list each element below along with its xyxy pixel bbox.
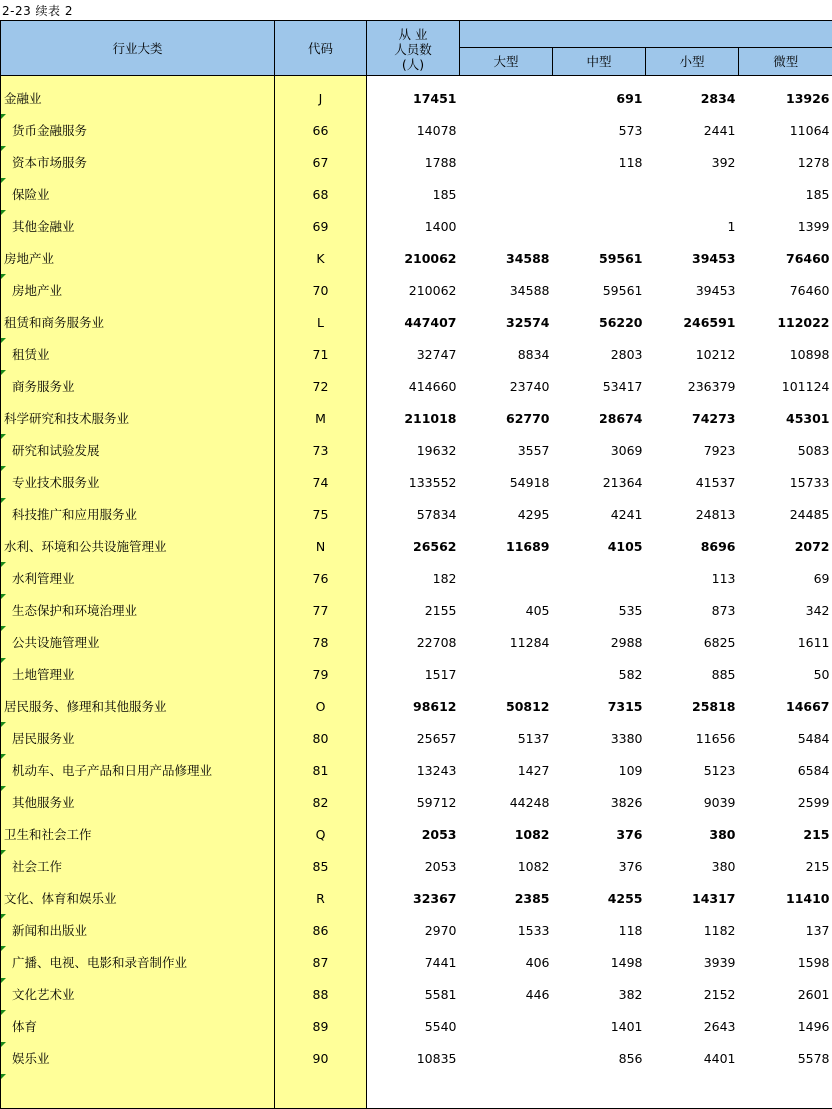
table-body: [1, 76, 832, 1109]
cell-name: 租赁和商务服务业: [1, 306, 275, 338]
table-row-section: [1, 818, 832, 850]
cell-total: 1400: [367, 210, 460, 242]
cell-small: 1: [646, 210, 739, 242]
cell-code: Q: [275, 818, 367, 850]
cell-total: 26562: [367, 530, 460, 562]
header-code: 代码: [275, 21, 367, 76]
cell-small: 41537: [646, 466, 739, 498]
cell-small: 24813: [646, 498, 739, 530]
cell-large: [460, 178, 553, 210]
cell-large: [460, 1010, 553, 1042]
cell-large: 34588: [460, 274, 553, 306]
cell-small: 392: [646, 146, 739, 178]
cell-large: [460, 1042, 553, 1074]
cell-code: 85: [275, 850, 367, 882]
table-row-section: [1, 882, 832, 914]
table-row: [1, 1010, 832, 1042]
cell-small: 2834: [646, 76, 739, 115]
cell-code: 82: [275, 786, 367, 818]
cell-small: 10212: [646, 338, 739, 370]
cell-large: 446: [460, 978, 553, 1010]
cell-medium: 56220: [553, 306, 646, 338]
cell-micro: 5578: [739, 1042, 832, 1074]
cell-total: 25657: [367, 722, 460, 754]
cell-total: 98612: [367, 690, 460, 722]
cell-total: 5540: [367, 1010, 460, 1042]
header-medium: 中型: [553, 48, 646, 76]
cell-total: 447407: [367, 306, 460, 338]
cell-medium: 4241: [553, 498, 646, 530]
cell-name: 商务服务业: [1, 370, 275, 402]
cell-micro: 45301: [739, 402, 832, 434]
cell-code: 77: [275, 594, 367, 626]
cell-total: 32747: [367, 338, 460, 370]
cell-empty: [553, 1074, 646, 1109]
cell-medium: 3826: [553, 786, 646, 818]
table-row-section: [1, 690, 832, 722]
cell-medium: 3380: [553, 722, 646, 754]
table-row: [1, 786, 832, 818]
cell-total: 2053: [367, 850, 460, 882]
cell-small: 380: [646, 850, 739, 882]
cell-total: 185: [367, 178, 460, 210]
cell-name: 货币金融服务: [1, 114, 275, 146]
cell-medium: 1498: [553, 946, 646, 978]
cell-total: 5581: [367, 978, 460, 1010]
cell-large: 34588: [460, 242, 553, 274]
header-industry: 行业大类: [1, 21, 275, 76]
cell-medium: 28674: [553, 402, 646, 434]
table-row: [1, 466, 832, 498]
table-row: [1, 594, 832, 626]
cell-small: 246591: [646, 306, 739, 338]
cell-micro: 1598: [739, 946, 832, 978]
cell-medium: [553, 562, 646, 594]
cell-code: L: [275, 306, 367, 338]
cell-small: 74273: [646, 402, 739, 434]
cell-code: K: [275, 242, 367, 274]
cell-large: 44248: [460, 786, 553, 818]
table-header: [1, 21, 832, 76]
table-row-section: [1, 306, 832, 338]
cell-code: N: [275, 530, 367, 562]
cell-large: 1533: [460, 914, 553, 946]
cell-medium: 109: [553, 754, 646, 786]
cell-small: 4401: [646, 1042, 739, 1074]
cell-total: 1517: [367, 658, 460, 690]
cell-medium: 21364: [553, 466, 646, 498]
table-row: [1, 914, 832, 946]
table-row: [1, 754, 832, 786]
cell-total: 211018: [367, 402, 460, 434]
cell-small: 11656: [646, 722, 739, 754]
cell-total: 2053: [367, 818, 460, 850]
table-row: [1, 370, 832, 402]
table-row-section: [1, 76, 832, 115]
cell-total: 2970: [367, 914, 460, 946]
cell-code: O: [275, 690, 367, 722]
cell-micro: 5083: [739, 434, 832, 466]
cell-small: 39453: [646, 274, 739, 306]
cell-medium: 1401: [553, 1010, 646, 1042]
cell-total: 22708: [367, 626, 460, 658]
cell-large: 405: [460, 594, 553, 626]
cell-medium: 4255: [553, 882, 646, 914]
cell-micro: 2072: [739, 530, 832, 562]
cell-name: 文化、体育和娱乐业: [1, 882, 275, 914]
cell-name: 水利管理业: [1, 562, 275, 594]
cell-small: 14317: [646, 882, 739, 914]
cell-micro: 1399: [739, 210, 832, 242]
cell-large: 406: [460, 946, 553, 978]
cell-total: 17451: [367, 76, 460, 115]
header-micro: 微型: [739, 48, 832, 76]
cell-small: 885: [646, 658, 739, 690]
cell-micro: 11410: [739, 882, 832, 914]
cell-large: 50812: [460, 690, 553, 722]
cell-medium: 59561: [553, 242, 646, 274]
cell-code: 73: [275, 434, 367, 466]
cell-micro: 137: [739, 914, 832, 946]
cell-empty: [646, 1074, 739, 1109]
cell-micro: 112022: [739, 306, 832, 338]
cell-medium: 4105: [553, 530, 646, 562]
cell-micro: 215: [739, 850, 832, 882]
cell-medium: 7315: [553, 690, 646, 722]
cell-code: 66: [275, 114, 367, 146]
cell-medium: 376: [553, 850, 646, 882]
cell-name: 新闻和出版业: [1, 914, 275, 946]
cell-name: 社会工作: [1, 850, 275, 882]
cell-large: 8834: [460, 338, 553, 370]
cell-small: 380: [646, 818, 739, 850]
cell-total: 2155: [367, 594, 460, 626]
table-row-section: [1, 402, 832, 434]
cell-medium: 691: [553, 76, 646, 115]
cell-code: 68: [275, 178, 367, 210]
cell-medium: 118: [553, 146, 646, 178]
table-row: [1, 562, 832, 594]
cell-empty: [739, 1074, 832, 1109]
cell-code: 78: [275, 626, 367, 658]
cell-code: 69: [275, 210, 367, 242]
cell-micro: 2601: [739, 978, 832, 1010]
cell-total: 1788: [367, 146, 460, 178]
cell-micro: 2599: [739, 786, 832, 818]
cell-large: [460, 562, 553, 594]
header-large: 大型: [460, 48, 553, 76]
cell-micro: 76460: [739, 242, 832, 274]
cell-code: M: [275, 402, 367, 434]
cell-small: 2441: [646, 114, 739, 146]
cell-name: 其他服务业: [1, 786, 275, 818]
cell-small: 1182: [646, 914, 739, 946]
cell-large: [460, 76, 553, 115]
cell-medium: 856: [553, 1042, 646, 1074]
cell-large: 1427: [460, 754, 553, 786]
cell-total: 19632: [367, 434, 460, 466]
cell-small: 5123: [646, 754, 739, 786]
cell-total: 210062: [367, 242, 460, 274]
cell-name: 土地管理业: [1, 658, 275, 690]
table-row-section: [1, 242, 832, 274]
cell-large: [460, 146, 553, 178]
cell-total: 7441: [367, 946, 460, 978]
cell-code: 90: [275, 1042, 367, 1074]
cell-small: 113: [646, 562, 739, 594]
cell-empty: [1, 1074, 275, 1109]
cell-micro: 24485: [739, 498, 832, 530]
cell-code: J: [275, 76, 367, 115]
statistics-table: [0, 20, 832, 1109]
cell-code: 71: [275, 338, 367, 370]
table-caption: 2-23 续表 2: [2, 2, 73, 20]
table-row: [1, 114, 832, 146]
cell-code: 80: [275, 722, 367, 754]
cell-large: 3557: [460, 434, 553, 466]
cell-micro: 342: [739, 594, 832, 626]
cell-name: 租赁业: [1, 338, 275, 370]
table-row: [1, 274, 832, 306]
header-total-line2: 人员数: [367, 42, 459, 57]
cell-name: 科技推广和应用服务业: [1, 498, 275, 530]
cell-small: 236379: [646, 370, 739, 402]
cell-name: 卫生和社会工作: [1, 818, 275, 850]
cell-medium: 376: [553, 818, 646, 850]
cell-large: [460, 210, 553, 242]
cell-name: 科学研究和技术服务业: [1, 402, 275, 434]
table-row: [1, 850, 832, 882]
cell-name: 生态保护和环境治理业: [1, 594, 275, 626]
cell-large: 4295: [460, 498, 553, 530]
cell-small: 3939: [646, 946, 739, 978]
cell-large: [460, 658, 553, 690]
cell-code: R: [275, 882, 367, 914]
cell-micro: 5484: [739, 722, 832, 754]
cell-small: 6825: [646, 626, 739, 658]
cell-medium: [553, 178, 646, 210]
cell-total: 57834: [367, 498, 460, 530]
cell-micro: 69: [739, 562, 832, 594]
table-row: [1, 210, 832, 242]
cell-micro: 11064: [739, 114, 832, 146]
cell-name: 保险业: [1, 178, 275, 210]
cell-name: 房地产业: [1, 242, 275, 274]
cell-micro: 50: [739, 658, 832, 690]
cell-medium: 582: [553, 658, 646, 690]
cell-code: 86: [275, 914, 367, 946]
cell-name: 金融业: [1, 76, 275, 115]
cell-large: 1082: [460, 850, 553, 882]
cell-medium: 2988: [553, 626, 646, 658]
cell-medium: 573: [553, 114, 646, 146]
table-row: [1, 338, 832, 370]
table-row-section: [1, 530, 832, 562]
cell-small: 25818: [646, 690, 739, 722]
cell-name: 文化艺术业: [1, 978, 275, 1010]
cell-large: 11284: [460, 626, 553, 658]
header-small: 小型: [646, 48, 739, 76]
cell-micro: 14667: [739, 690, 832, 722]
header-total: [367, 21, 460, 76]
cell-micro: 10898: [739, 338, 832, 370]
cell-medium: 118: [553, 914, 646, 946]
cell-large: 5137: [460, 722, 553, 754]
cell-micro: 185: [739, 178, 832, 210]
cell-medium: 382: [553, 978, 646, 1010]
cell-name: 居民服务业: [1, 722, 275, 754]
cell-large: 11689: [460, 530, 553, 562]
cell-micro: 1611: [739, 626, 832, 658]
cell-code: 81: [275, 754, 367, 786]
cell-micro: 101124: [739, 370, 832, 402]
cell-small: 9039: [646, 786, 739, 818]
cell-total: 14078: [367, 114, 460, 146]
cell-name: 公共设施管理业: [1, 626, 275, 658]
cell-total: 13243: [367, 754, 460, 786]
cell-small: 8696: [646, 530, 739, 562]
cell-micro: 1278: [739, 146, 832, 178]
cell-empty: [275, 1074, 367, 1109]
table-row: [1, 498, 832, 530]
cell-total: 59712: [367, 786, 460, 818]
table-row: [1, 178, 832, 210]
cell-small: [646, 178, 739, 210]
cell-code: 76: [275, 562, 367, 594]
cell-large: 2385: [460, 882, 553, 914]
cell-total: 32367: [367, 882, 460, 914]
table-row: [1, 1042, 832, 1074]
cell-micro: 15733: [739, 466, 832, 498]
cell-code: 70: [275, 274, 367, 306]
cell-code: 88: [275, 978, 367, 1010]
cell-micro: 1496: [739, 1010, 832, 1042]
cell-medium: 59561: [553, 274, 646, 306]
cell-name: 研究和试验发展: [1, 434, 275, 466]
cell-name: 水利、环境和公共设施管理业: [1, 530, 275, 562]
cell-code: 67: [275, 146, 367, 178]
table-row: [1, 946, 832, 978]
cell-large: 62770: [460, 402, 553, 434]
table-row: [1, 722, 832, 754]
cell-empty: [460, 1074, 553, 1109]
table-row: [1, 978, 832, 1010]
table-row-empty: [1, 1074, 832, 1109]
table-row: [1, 434, 832, 466]
cell-small: 873: [646, 594, 739, 626]
cell-total: 414660: [367, 370, 460, 402]
cell-small: 2643: [646, 1010, 739, 1042]
cell-medium: 2803: [553, 338, 646, 370]
header-total-line3: (人): [367, 57, 459, 72]
cell-code: 75: [275, 498, 367, 530]
cell-code: 74: [275, 466, 367, 498]
header-total-line1: 从 业: [367, 27, 459, 42]
cell-micro: 215: [739, 818, 832, 850]
cell-name: 资本市场服务: [1, 146, 275, 178]
cell-medium: 3069: [553, 434, 646, 466]
table-row: [1, 658, 832, 690]
cell-name: 专业技术服务业: [1, 466, 275, 498]
cell-name: 机动车、电子产品和日用产品修理业: [1, 754, 275, 786]
cell-code: 89: [275, 1010, 367, 1042]
cell-large: 54918: [460, 466, 553, 498]
cell-name: 体育: [1, 1010, 275, 1042]
cell-small: 7923: [646, 434, 739, 466]
cell-large: 23740: [460, 370, 553, 402]
table-row: [1, 146, 832, 178]
table-row: [1, 626, 832, 658]
cell-name: 居民服务、修理和其他服务业: [1, 690, 275, 722]
header-size-group: [460, 21, 832, 48]
cell-total: 133552: [367, 466, 460, 498]
cell-small: 2152: [646, 978, 739, 1010]
cell-large: [460, 114, 553, 146]
cell-total: 210062: [367, 274, 460, 306]
cell-name: 广播、电视、电影和录音制作业: [1, 946, 275, 978]
cell-name: 其他金融业: [1, 210, 275, 242]
cell-empty: [367, 1074, 460, 1109]
cell-medium: [553, 210, 646, 242]
cell-code: 72: [275, 370, 367, 402]
cell-medium: 535: [553, 594, 646, 626]
cell-code: 87: [275, 946, 367, 978]
cell-micro: 13926: [739, 76, 832, 115]
cell-name: 房地产业: [1, 274, 275, 306]
cell-name: 娱乐业: [1, 1042, 275, 1074]
cell-code: 79: [275, 658, 367, 690]
cell-medium: 53417: [553, 370, 646, 402]
cell-large: 1082: [460, 818, 553, 850]
cell-micro: 6584: [739, 754, 832, 786]
cell-total: 182: [367, 562, 460, 594]
cell-total: 10835: [367, 1042, 460, 1074]
cell-micro: 76460: [739, 274, 832, 306]
cell-large: 32574: [460, 306, 553, 338]
cell-small: 39453: [646, 242, 739, 274]
